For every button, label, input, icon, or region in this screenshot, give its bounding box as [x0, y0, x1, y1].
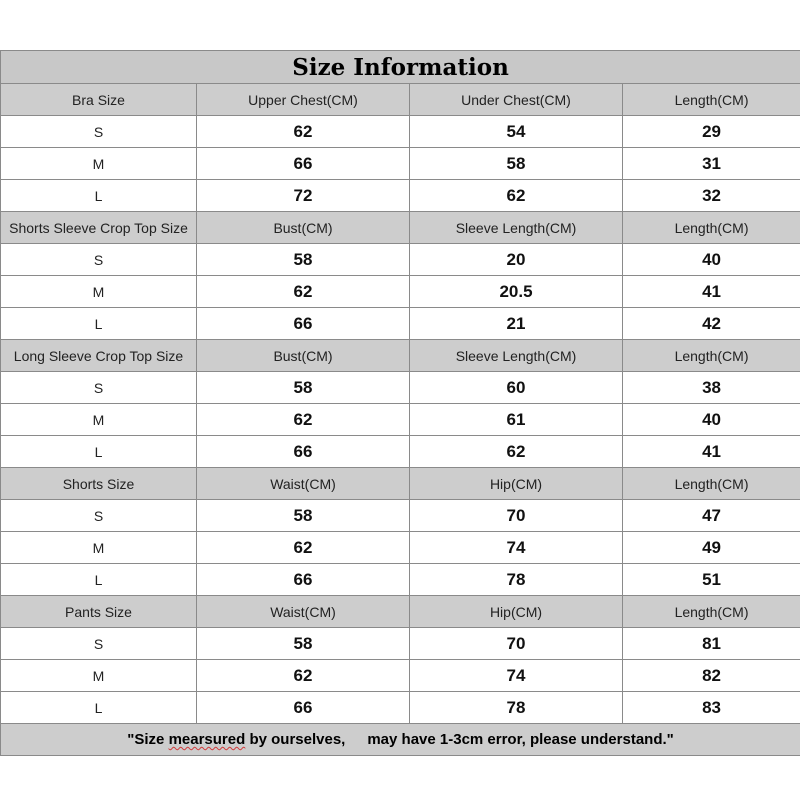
column-header: Hip(CM): [410, 468, 623, 500]
measurement-cell: 66: [197, 148, 410, 180]
column-header: Sleeve Length(CM): [410, 212, 623, 244]
size-table-body: [1, 51, 800, 756]
measurement-cell: 62: [197, 660, 410, 692]
measurement-cell: 58: [197, 372, 410, 404]
size-label: M: [1, 276, 197, 308]
column-header: Bust(CM): [197, 340, 410, 372]
measurement-cell: 62: [410, 436, 623, 468]
measurement-cell: 78: [410, 564, 623, 596]
table-row: [1, 500, 800, 532]
measurement-cell: 29: [623, 116, 800, 148]
table-row: [1, 372, 800, 404]
measurement-cell: 58: [197, 628, 410, 660]
size-label: L: [1, 180, 197, 212]
measurement-cell: 62: [197, 532, 410, 564]
table-row: [1, 532, 800, 564]
section-title: Pants Size: [1, 596, 197, 628]
measurement-cell: 47: [623, 500, 800, 532]
measurement-cell: 58: [410, 148, 623, 180]
table-row: [1, 116, 800, 148]
measurement-cell: 21: [410, 308, 623, 340]
column-header: Bust(CM): [197, 212, 410, 244]
size-label: L: [1, 564, 197, 596]
measurement-cell: 58: [197, 244, 410, 276]
size-label: L: [1, 308, 197, 340]
measurement-cell: 78: [410, 692, 623, 724]
measurement-cell: 66: [197, 692, 410, 724]
column-header: Length(CM): [623, 212, 800, 244]
measurement-cell: 74: [410, 532, 623, 564]
note-row: [1, 724, 800, 756]
measurement-cell: 41: [623, 436, 800, 468]
column-header: Length(CM): [623, 84, 800, 116]
size-label: S: [1, 372, 197, 404]
measurement-cell: 41: [623, 276, 800, 308]
table-row: [1, 564, 800, 596]
note-text-suffix: by ourselves,: [245, 731, 346, 748]
table-row: [1, 628, 800, 660]
measurement-cell: 70: [410, 500, 623, 532]
measurement-cell: 66: [197, 564, 410, 596]
measurement-cell: 51: [623, 564, 800, 596]
section-title: Shorts Sleeve Crop Top Size: [1, 212, 197, 244]
table-row: [1, 308, 800, 340]
measurement-cell: 62: [410, 180, 623, 212]
section-header-row-long-sleeve-crop-top-size: [1, 340, 800, 372]
table-row: [1, 692, 800, 724]
size-label: S: [1, 244, 197, 276]
column-header: Length(CM): [623, 340, 800, 372]
measurement-cell: 82: [623, 660, 800, 692]
size-label: S: [1, 116, 197, 148]
section-header-row-bra-size: [1, 84, 800, 116]
section-header-row-shorts-size: [1, 468, 800, 500]
table-row: [1, 276, 800, 308]
column-header: Waist(CM): [197, 596, 410, 628]
measurement-cell: 70: [410, 628, 623, 660]
size-label: M: [1, 148, 197, 180]
column-header: Waist(CM): [197, 468, 410, 500]
column-header: Under Chest(CM): [410, 84, 623, 116]
column-header: Hip(CM): [410, 596, 623, 628]
section-header-row-shorts-sleeve-crop-top-size: [1, 212, 800, 244]
size-label: L: [1, 436, 197, 468]
measurement-cell: 83: [623, 692, 800, 724]
measurement-cell: 72: [197, 180, 410, 212]
title-row: [1, 51, 800, 84]
measurement-cell: 61: [410, 404, 623, 436]
size-label: L: [1, 692, 197, 724]
size-note: [1, 724, 800, 756]
measurement-cell: 40: [623, 404, 800, 436]
column-header: Upper Chest(CM): [197, 84, 410, 116]
size-label: M: [1, 660, 197, 692]
section-title: Long Sleeve Crop Top Size: [1, 340, 197, 372]
measurement-cell: 49: [623, 532, 800, 564]
measurement-cell: 81: [623, 628, 800, 660]
measurement-cell: 66: [197, 436, 410, 468]
table-row: [1, 148, 800, 180]
table-row: [1, 180, 800, 212]
measurement-cell: 20.5: [410, 276, 623, 308]
measurement-cell: 58: [197, 500, 410, 532]
note-text-prefix: "Size: [127, 731, 169, 748]
measurement-cell: 66: [197, 308, 410, 340]
size-label: S: [1, 500, 197, 532]
measurement-cell: 32: [623, 180, 800, 212]
column-header: Length(CM): [623, 468, 800, 500]
size-information-table: [0, 50, 800, 756]
size-label: M: [1, 532, 197, 564]
table-row: [1, 660, 800, 692]
table-row: [1, 244, 800, 276]
measurement-cell: 74: [410, 660, 623, 692]
measurement-cell: 62: [197, 116, 410, 148]
table-row: [1, 404, 800, 436]
measurement-cell: 54: [410, 116, 623, 148]
measurement-cell: 31: [623, 148, 800, 180]
size-label: S: [1, 628, 197, 660]
size-label: M: [1, 404, 197, 436]
table-title: Size Information: [1, 51, 800, 84]
measurement-cell: 20: [410, 244, 623, 276]
column-header: Sleeve Length(CM): [410, 340, 623, 372]
section-title: Shorts Size: [1, 468, 197, 500]
section-title: Bra Size: [1, 84, 197, 116]
measurement-cell: 62: [197, 404, 410, 436]
measurement-cell: 38: [623, 372, 800, 404]
measurement-cell: 62: [197, 276, 410, 308]
measurement-cell: 40: [623, 244, 800, 276]
note-text-misspelled-word: mearsured: [168, 731, 246, 748]
measurement-cell: 60: [410, 372, 623, 404]
table-row: [1, 436, 800, 468]
column-header: Length(CM): [623, 596, 800, 628]
section-header-row-pants-size: [1, 596, 800, 628]
measurement-cell: 42: [623, 308, 800, 340]
note-text-disclaimer: may have 1-3cm error, please understand.": [367, 731, 674, 748]
